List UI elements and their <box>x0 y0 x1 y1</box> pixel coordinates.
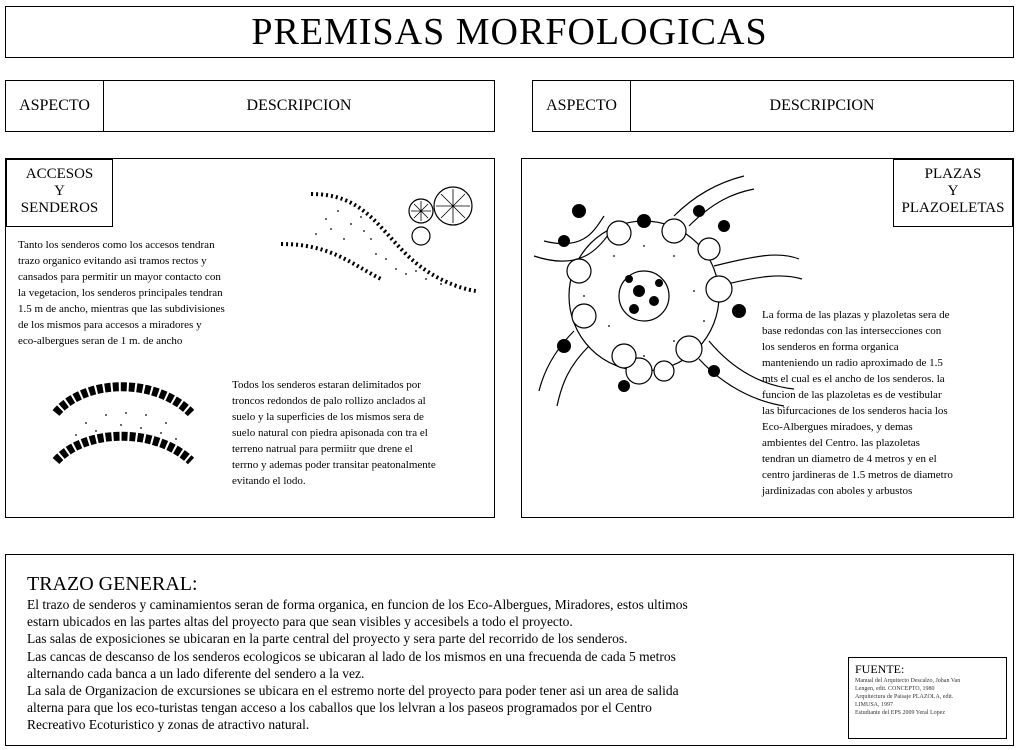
text-line: evitando el lodo. <box>232 475 306 487</box>
text-line: estarn ubicados en las partes altas del proyecto para que sean visibles y accesibels a todo el proyecto. <box>27 614 573 630</box>
text-line: Eco-Albergues miradoes, y demas <box>762 421 913 433</box>
text-line: de los mismos para accesos a miradores y <box>18 319 202 331</box>
left-panel <box>5 158 495 518</box>
text-line: tendran un diametro de 4 metros y en el <box>762 453 937 465</box>
accesos-label <box>6 159 113 227</box>
text-line: eco-albergues seran de 1 m. de ancho <box>18 335 183 347</box>
source-line: Lengen, edit. CONCEPTO, 1980 <box>855 686 935 692</box>
label-line: SENDEROS <box>20 200 99 216</box>
text-line: trazo organico evitando asi tramos rectos y <box>18 255 207 267</box>
text-line: la vegetacion, los senderos principales tendran <box>18 287 223 299</box>
trail-sketch-illustration <box>266 179 486 299</box>
right-header <box>532 80 1014 132</box>
plazas-label <box>893 159 1013 227</box>
right-panel <box>521 158 1014 518</box>
text-line: terreno natrual para permiitr que drene el <box>232 443 413 455</box>
text-line: El trazo de senderos y caminamientos seran de forma organica, en funcion de los Eco-Albergues, Miradores, estos ultimos <box>27 597 688 612</box>
plazas-paragraph <box>762 307 1012 499</box>
text-line: suelo y la superficies de los mismos sera de <box>232 411 424 423</box>
right-description-header: DESCRIPCION <box>769 97 875 114</box>
left-aspect-header: ASPECTO <box>6 81 104 131</box>
page-title: PREMISAS MORFOLOGICAS <box>251 11 768 53</box>
trazo-general-section <box>5 554 1014 746</box>
text-line: troncos redondos de palo rollizo anclados al <box>232 395 426 407</box>
trazo-general-body <box>27 596 837 734</box>
text-line: mts el cual es el ancho de los senderos. la <box>762 373 945 385</box>
text-line: La sala de Organizacion de excursiones se ubicara en el estremo norte del proyecto para poder tener asi un area de salida <box>27 683 679 699</box>
text-line: Las cancas de descanso de los senderos ecologicos se ubicaran al lado de los mismos en una frecuenda de cada 5 metros <box>27 648 676 664</box>
source-line: LIMUSA, 1997 <box>855 702 894 708</box>
text-line: Tanto los senderos como los accesos tendran <box>18 239 215 251</box>
accesos-paragraph-2 <box>232 377 494 489</box>
left-header <box>5 80 495 132</box>
page-title-box <box>5 6 1014 58</box>
text-line: Recreativo Ecoturistico y zonas de atractivo natural. <box>27 717 310 733</box>
text-line: ambientes del Centro. las plazoletas <box>762 437 920 449</box>
text-line: suelo natural con piedra apisonada con tra el <box>232 427 428 439</box>
text-line: La forma de las plazas y plazoletas sera de <box>762 309 950 321</box>
label-line: Y <box>54 183 65 199</box>
text-line: centro jardineras de 1.5 metros de diametro <box>762 469 953 481</box>
text-line: los senderos en forma organica <box>762 341 899 353</box>
text-line: alternando cada banca a un lado diferente del sendero a la vez. <box>27 665 365 681</box>
left-description-header: DESCRIPCION <box>246 97 352 114</box>
text-line: funcion de las plazoletas es de vestibular <box>762 389 942 401</box>
text-line: cansados para permitir un mayor contacto con <box>18 271 221 283</box>
text-line: Las salas de exposiciones se ubicaran en la parte central del proyecto y sera parte del recorrido de los senderos. <box>27 631 628 647</box>
source-box <box>848 657 1007 739</box>
label-line: PLAZAS <box>924 166 982 182</box>
text-line: 1.5 m de ancho, mientras que las subdivisiones <box>18 303 225 315</box>
right-aspect-header: ASPECTO <box>533 81 631 131</box>
text-line: base redondas con las intersecciones con <box>762 325 942 337</box>
source-title: FUENTE: <box>855 662 905 676</box>
text-line: Todos los senderos estaran delimitados por <box>232 379 421 391</box>
source-line: Manual del Arquitecto Descalzo, Johan Van <box>855 678 961 684</box>
text-line: manteniendo un radio aproximado de 1.5 <box>762 357 943 369</box>
source-line: Estudiante del EPS 2009 Yeral Lopez <box>855 710 945 716</box>
text-line: terrno y ademas poder transitar peatonalmente <box>232 459 436 471</box>
label-line: Y <box>947 183 959 199</box>
source-line: Arquitectura de Paisaje PLAZOLA, edit. <box>855 694 954 700</box>
text-line: alterna para que los eco-turistas tengan acceso a los caballos que los lelvran a los paseos programados por el Centro <box>27 700 652 716</box>
label-line: PLAZOELETAS <box>901 200 1005 216</box>
accesos-paragraph-1 <box>18 237 278 349</box>
label-line: ACCESOS <box>25 166 94 182</box>
trazo-general-title: TRAZO GENERAL: <box>27 573 198 595</box>
text-line: jardinizadas con aboles y arbustos <box>762 485 913 497</box>
log-path-illustration <box>46 373 206 473</box>
text-line: las bifurcaciones de los senderos hacia los <box>762 405 948 417</box>
